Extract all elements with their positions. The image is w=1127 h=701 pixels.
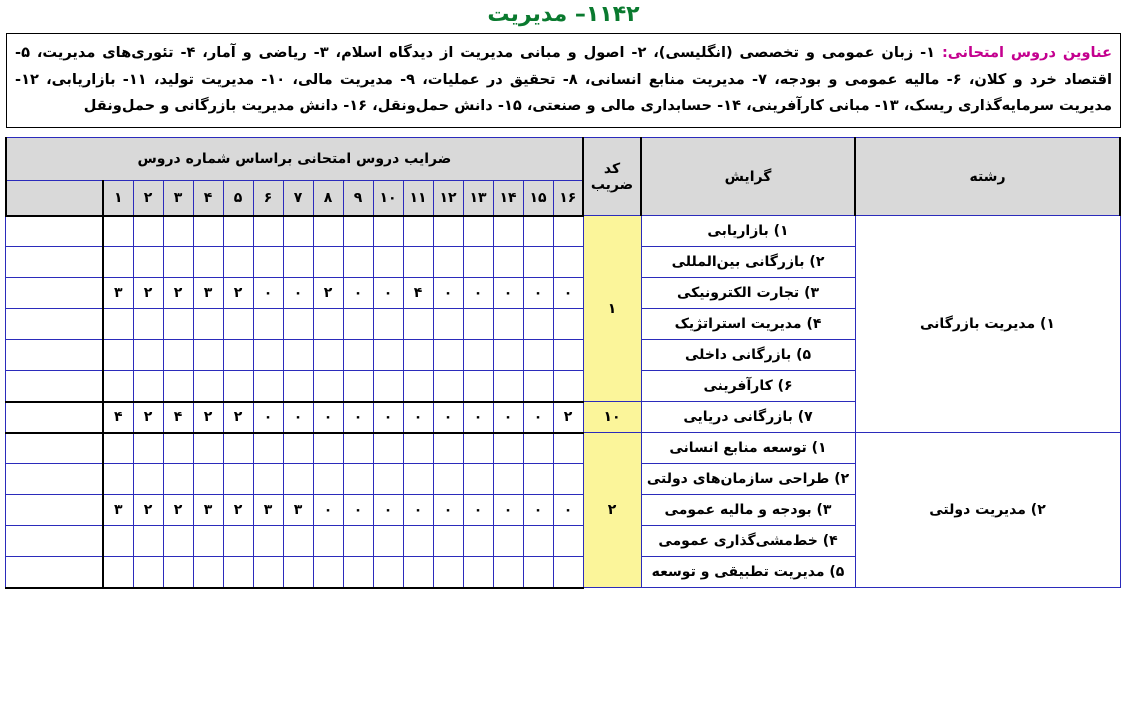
coefficient-cell bbox=[133, 216, 163, 247]
coefficient-cell bbox=[493, 340, 523, 371]
coefficient-cell bbox=[343, 464, 373, 495]
coefficient-cell bbox=[133, 371, 163, 402]
coefficient-cell: ۰ bbox=[463, 402, 493, 433]
coefficient-cell bbox=[343, 371, 373, 402]
header-course-4: ۴ bbox=[193, 180, 223, 216]
coefficient-cell bbox=[313, 340, 343, 371]
coefficient-cell bbox=[223, 309, 253, 340]
coefficient-cell bbox=[163, 464, 193, 495]
coefficient-cell bbox=[433, 309, 463, 340]
grayesh-cell: ۵) بازرگانی داخلی bbox=[641, 340, 855, 371]
grayesh-cell: ۶) کارآفرینی bbox=[641, 371, 855, 402]
coefficient-cell bbox=[133, 247, 163, 278]
coefficient-cell: ۳ bbox=[283, 495, 313, 526]
coefficient-cell: ۰ bbox=[403, 495, 433, 526]
coefficient-cell: ۲ bbox=[313, 278, 343, 309]
coefficient-cell bbox=[133, 526, 163, 557]
grayesh-cell: ۴) خط‌مشی‌گذاری عمومی bbox=[641, 526, 855, 557]
coefficient-cell bbox=[103, 216, 133, 247]
coefficient-cell bbox=[463, 464, 493, 495]
header-course-3: ۳ bbox=[163, 180, 193, 216]
coefficient-cell: ۰ bbox=[523, 495, 553, 526]
header-course-2: ۲ bbox=[133, 180, 163, 216]
blank-cell bbox=[6, 433, 103, 464]
coefficient-cell bbox=[103, 247, 133, 278]
coefficient-cell bbox=[253, 557, 283, 588]
coefficient-cell bbox=[253, 526, 283, 557]
coefficient-cell bbox=[463, 433, 493, 464]
coefficient-cell bbox=[403, 247, 433, 278]
coefficient-cell: ۰ bbox=[493, 495, 523, 526]
coefficient-cell bbox=[463, 216, 493, 247]
coefficient-cell bbox=[163, 216, 193, 247]
blank-cell bbox=[6, 464, 103, 495]
coefficient-cell bbox=[343, 526, 373, 557]
coefficient-cell bbox=[283, 526, 313, 557]
header-coefficients-group: ضرایب دروس امتحانی براساس شماره دروس bbox=[6, 137, 583, 180]
coefficient-cell bbox=[403, 526, 433, 557]
coefficient-cell bbox=[553, 309, 583, 340]
coefficient-cell bbox=[463, 526, 493, 557]
coefficient-cell bbox=[553, 557, 583, 588]
coefficient-cell bbox=[433, 340, 463, 371]
coefficient-cell bbox=[343, 557, 373, 588]
coefficient-cell: ۰ bbox=[463, 495, 493, 526]
coefficient-cell bbox=[523, 340, 553, 371]
coefficient-cell bbox=[163, 309, 193, 340]
coefficient-cell: ۰ bbox=[283, 278, 313, 309]
coefficient-cell: ۲ bbox=[163, 278, 193, 309]
coefficient-cell bbox=[193, 247, 223, 278]
coefficient-cell: ۰ bbox=[463, 278, 493, 309]
coefficient-cell bbox=[493, 433, 523, 464]
coefficient-cell bbox=[433, 526, 463, 557]
coefficient-cell: ۲ bbox=[223, 278, 253, 309]
header-blank-column bbox=[6, 180, 103, 216]
coefficient-cell: ۲ bbox=[223, 402, 253, 433]
grayesh-cell: ۵) مدیریت تطبیقی و توسعه bbox=[641, 557, 855, 588]
coefficient-cell: ۲ bbox=[223, 495, 253, 526]
header-course-9: ۹ bbox=[343, 180, 373, 216]
coefficient-cell bbox=[283, 371, 313, 402]
coefficient-cell: ۴ bbox=[103, 402, 133, 433]
header-code-line1: کد bbox=[603, 160, 621, 177]
header-reshte: رشته bbox=[855, 137, 1120, 216]
coefficient-cell: ۳ bbox=[253, 495, 283, 526]
blank-cell bbox=[6, 495, 103, 526]
coefficient-cell: ۰ bbox=[313, 402, 343, 433]
coefficient-cell bbox=[343, 340, 373, 371]
coefficient-cell bbox=[163, 433, 193, 464]
coefficient-cell bbox=[223, 340, 253, 371]
coefficient-cell bbox=[403, 216, 433, 247]
coefficient-cell: ۰ bbox=[253, 402, 283, 433]
grayesh-cell: ۴) مدیریت استراتژیک bbox=[641, 309, 855, 340]
coefficient-cell: ۰ bbox=[523, 278, 553, 309]
reshte-cell: ۲) مدیریت دولتی bbox=[855, 433, 1120, 588]
coefficient-cell: ۰ bbox=[433, 402, 463, 433]
coefficient-cell bbox=[373, 340, 403, 371]
header-course-1: ۱ bbox=[103, 180, 133, 216]
coefficient-cell bbox=[313, 216, 343, 247]
coefficient-cell bbox=[343, 309, 373, 340]
coefficient-cell: ۰ bbox=[493, 402, 523, 433]
coefficient-cell: ۰ bbox=[343, 495, 373, 526]
blank-cell bbox=[6, 278, 103, 309]
blank-cell bbox=[6, 340, 103, 371]
coefficient-cell: ۰ bbox=[523, 402, 553, 433]
coefficient-cell bbox=[193, 464, 223, 495]
grayesh-cell: ۲) طراحی سازمان‌های دولتی bbox=[641, 464, 855, 495]
exam-subjects-text: ۱- زبان عمومی و تخصصی (انگلیسی)، ۲- اصول و مبانی مدیریت از دیدگاه اسلام، ۳- ریاضی و آمار، ۴- تئوری‌های مدیریت، ۵- اقتصاد خرد و کلان، ۶- مالیه عمومی و بودجه، ۷- مدیریت منابع انسانی، ۸- تحقیق در عملیات، ۹- مدیریت مالی، ۱۰- مدیریت تولید، ۱۱- بازاریابی، ۱۲- مدیریت سرمایه‌گذاری ریسک، ۱۳- مبانی کارآفرینی، ۱۴- حسابداری مالی و صنعتی، ۱۵- دانش حمل‌ونقل، ۱۶- دانش مدیریت بازرگانی و حمل‌ونقل bbox=[15, 44, 1113, 115]
coefficient-cell bbox=[253, 371, 283, 402]
coefficient-cell bbox=[283, 464, 313, 495]
coefficient-cell bbox=[523, 371, 553, 402]
coefficient-cell bbox=[193, 309, 223, 340]
grayesh-cell: ۱) توسعه منابع انسانی bbox=[641, 433, 855, 464]
coefficient-cell: ۰ bbox=[253, 278, 283, 309]
coefficient-cell: ۲ bbox=[163, 495, 193, 526]
coefficient-cell bbox=[133, 557, 163, 588]
coefficient-cell bbox=[133, 464, 163, 495]
coefficient-cell: ۰ bbox=[553, 278, 583, 309]
coefficient-cell bbox=[493, 464, 523, 495]
coefficient-cell: ۰ bbox=[373, 495, 403, 526]
coefficient-cell bbox=[463, 309, 493, 340]
coefficient-cell bbox=[403, 557, 433, 588]
coefficient-cell bbox=[373, 526, 403, 557]
coefficient-cell bbox=[283, 557, 313, 588]
coefficient-cell bbox=[403, 371, 433, 402]
header-course-12: ۱۲ bbox=[433, 180, 463, 216]
coefficient-cell: ۰ bbox=[493, 278, 523, 309]
coefficient-cell bbox=[463, 247, 493, 278]
coefficient-cell bbox=[493, 557, 523, 588]
coefficient-cell bbox=[373, 216, 403, 247]
coefficient-cell bbox=[373, 464, 403, 495]
coefficient-cell bbox=[283, 340, 313, 371]
coefficient-cell bbox=[553, 247, 583, 278]
grayesh-cell: ۱) بازاریابی bbox=[641, 216, 855, 247]
blank-cell bbox=[6, 402, 103, 433]
coefficient-cell bbox=[193, 557, 223, 588]
table-header-row-top bbox=[6, 137, 1120, 180]
coefficient-cell bbox=[403, 464, 433, 495]
coefficient-cell: ۰ bbox=[433, 278, 463, 309]
coefficient-cell bbox=[553, 340, 583, 371]
coefficients-table bbox=[5, 137, 1121, 589]
coefficient-cell bbox=[553, 433, 583, 464]
coefficient-cell bbox=[223, 433, 253, 464]
coefficient-cell bbox=[403, 433, 433, 464]
blank-cell bbox=[6, 557, 103, 588]
header-code-line2: ضریب bbox=[590, 176, 634, 193]
coefficient-cell bbox=[433, 247, 463, 278]
coefficient-cell: ۳ bbox=[103, 278, 133, 309]
header-course-5: ۵ bbox=[223, 180, 253, 216]
coefficient-cell bbox=[523, 247, 553, 278]
code-zarib-cell: ۱ bbox=[583, 216, 641, 402]
coefficient-cell bbox=[373, 433, 403, 464]
coefficient-cell bbox=[313, 464, 343, 495]
header-course-7: ۷ bbox=[283, 180, 313, 216]
table-row bbox=[6, 216, 1120, 247]
coefficient-cell bbox=[313, 526, 343, 557]
coefficient-cell bbox=[193, 526, 223, 557]
coefficient-cell bbox=[103, 371, 133, 402]
coefficient-cell bbox=[373, 309, 403, 340]
coefficient-cell bbox=[133, 309, 163, 340]
coefficient-cell bbox=[193, 216, 223, 247]
coefficient-cell bbox=[223, 247, 253, 278]
coefficient-cell bbox=[193, 433, 223, 464]
coefficient-cell bbox=[223, 464, 253, 495]
coefficient-cell: ۰ bbox=[403, 402, 433, 433]
coefficient-cell bbox=[223, 526, 253, 557]
coefficient-cell: ۲ bbox=[553, 402, 583, 433]
coefficient-cell bbox=[373, 371, 403, 402]
blank-cell bbox=[6, 216, 103, 247]
header-course-6: ۶ bbox=[253, 180, 283, 216]
coefficient-cell bbox=[223, 557, 253, 588]
coefficient-cell bbox=[103, 340, 133, 371]
coefficient-cell bbox=[253, 216, 283, 247]
coefficient-cell bbox=[103, 526, 133, 557]
coefficient-cell bbox=[163, 371, 193, 402]
coefficient-cell bbox=[313, 371, 343, 402]
coefficient-cell bbox=[523, 526, 553, 557]
coefficient-cell bbox=[253, 247, 283, 278]
header-course-16: ۱۶ bbox=[553, 180, 583, 216]
coefficient-cell bbox=[373, 247, 403, 278]
coefficient-cell bbox=[163, 340, 193, 371]
coefficient-cell bbox=[553, 526, 583, 557]
coefficient-cell bbox=[283, 247, 313, 278]
coefficient-cell bbox=[463, 557, 493, 588]
coefficient-cell: ۳ bbox=[193, 495, 223, 526]
coefficient-cell bbox=[553, 464, 583, 495]
header-course-14: ۱۴ bbox=[493, 180, 523, 216]
coefficient-cell: ۲ bbox=[133, 495, 163, 526]
coefficient-cell bbox=[373, 557, 403, 588]
coefficient-cell bbox=[223, 371, 253, 402]
coefficient-cell bbox=[133, 340, 163, 371]
coefficient-cell bbox=[253, 464, 283, 495]
coefficient-cell bbox=[343, 247, 373, 278]
coefficient-cell: ۴ bbox=[403, 278, 433, 309]
coefficient-cell bbox=[493, 247, 523, 278]
coefficient-cell bbox=[193, 340, 223, 371]
header-course-8: ۸ bbox=[313, 180, 343, 216]
coefficient-cell: ۰ bbox=[553, 495, 583, 526]
table-row bbox=[6, 433, 1120, 464]
header-grayesh: گرایش bbox=[641, 137, 855, 216]
coefficient-cell: ۰ bbox=[343, 402, 373, 433]
exam-subjects-box bbox=[6, 33, 1121, 128]
coefficient-cell: ۲ bbox=[193, 402, 223, 433]
coefficient-cell bbox=[523, 309, 553, 340]
coefficient-cell: ۰ bbox=[373, 402, 403, 433]
grayesh-cell: ۷) بازرگانی دریایی bbox=[641, 402, 855, 433]
coefficient-cell bbox=[463, 371, 493, 402]
coefficient-cell bbox=[193, 371, 223, 402]
coefficient-cell: ۲ bbox=[133, 278, 163, 309]
coefficient-cell bbox=[253, 309, 283, 340]
grayesh-cell: ۲) بازرگانی بین‌المللی bbox=[641, 247, 855, 278]
coefficient-cell bbox=[523, 464, 553, 495]
coefficient-cell bbox=[313, 247, 343, 278]
coefficient-cell bbox=[403, 309, 433, 340]
coefficient-cell bbox=[313, 557, 343, 588]
coefficient-cell bbox=[103, 433, 133, 464]
header-code-zarib bbox=[583, 137, 641, 216]
coefficient-cell bbox=[523, 433, 553, 464]
coefficient-cell bbox=[493, 371, 523, 402]
coefficient-cell bbox=[463, 340, 493, 371]
blank-cell bbox=[6, 371, 103, 402]
coefficient-cell bbox=[493, 526, 523, 557]
coefficient-cell bbox=[223, 216, 253, 247]
exam-subjects-label: عناوین دروس امتحانی: bbox=[941, 44, 1112, 62]
coefficient-cell bbox=[283, 433, 313, 464]
coefficient-cell bbox=[523, 216, 553, 247]
coefficient-cell bbox=[523, 557, 553, 588]
coefficient-cell bbox=[103, 309, 133, 340]
header-course-10: ۱۰ bbox=[373, 180, 403, 216]
coefficient-cell: ۲ bbox=[133, 402, 163, 433]
coefficient-cell: ۴ bbox=[163, 402, 193, 433]
page-title: ۱۱۴۲– مدیریت bbox=[487, 2, 640, 27]
coefficient-cell bbox=[433, 371, 463, 402]
coefficient-cell bbox=[553, 216, 583, 247]
coefficient-cell bbox=[163, 526, 193, 557]
coefficient-cell bbox=[283, 216, 313, 247]
coefficient-cell: ۰ bbox=[343, 278, 373, 309]
coefficient-cell bbox=[343, 433, 373, 464]
coefficient-cell bbox=[313, 433, 343, 464]
coefficient-cell bbox=[403, 340, 433, 371]
coefficient-cell: ۳ bbox=[103, 495, 133, 526]
blank-cell bbox=[6, 526, 103, 557]
header-course-15: ۱۵ bbox=[523, 180, 553, 216]
coefficient-cell bbox=[103, 464, 133, 495]
header-course-11: ۱۱ bbox=[403, 180, 433, 216]
coefficient-cell: ۳ bbox=[193, 278, 223, 309]
coefficient-cell bbox=[493, 309, 523, 340]
coefficient-cell bbox=[433, 216, 463, 247]
coefficient-cell bbox=[493, 216, 523, 247]
coefficient-cell bbox=[283, 309, 313, 340]
coefficient-cell bbox=[343, 216, 373, 247]
coefficient-cell: ۰ bbox=[283, 402, 313, 433]
blank-cell bbox=[6, 247, 103, 278]
coefficient-cell bbox=[433, 433, 463, 464]
reshte-cell: ۱) مدیریت بازرگانی bbox=[855, 216, 1120, 433]
coefficient-cell: ۰ bbox=[433, 495, 463, 526]
coefficient-cell bbox=[253, 340, 283, 371]
coefficient-cell bbox=[433, 557, 463, 588]
grayesh-cell: ۳) تجارت الکترونیکی bbox=[641, 278, 855, 309]
header-course-13: ۱۳ bbox=[463, 180, 493, 216]
coefficient-cell: ۰ bbox=[373, 278, 403, 309]
coefficient-cell bbox=[553, 371, 583, 402]
coefficient-cell bbox=[163, 247, 193, 278]
coefficient-cell: ۰ bbox=[313, 495, 343, 526]
coefficients-table-body bbox=[6, 216, 1120, 588]
coefficient-cell bbox=[103, 557, 133, 588]
coefficient-cell bbox=[163, 557, 193, 588]
blank-cell bbox=[6, 309, 103, 340]
coefficient-cell bbox=[133, 433, 163, 464]
coefficient-cell bbox=[313, 309, 343, 340]
code-zarib-cell: ۲ bbox=[583, 433, 641, 588]
coefficient-cell bbox=[433, 464, 463, 495]
grayesh-cell: ۳) بودجه و مالیه عمومی bbox=[641, 495, 855, 526]
code-zarib-cell: ۱۰ bbox=[583, 402, 641, 433]
coefficient-cell bbox=[253, 433, 283, 464]
